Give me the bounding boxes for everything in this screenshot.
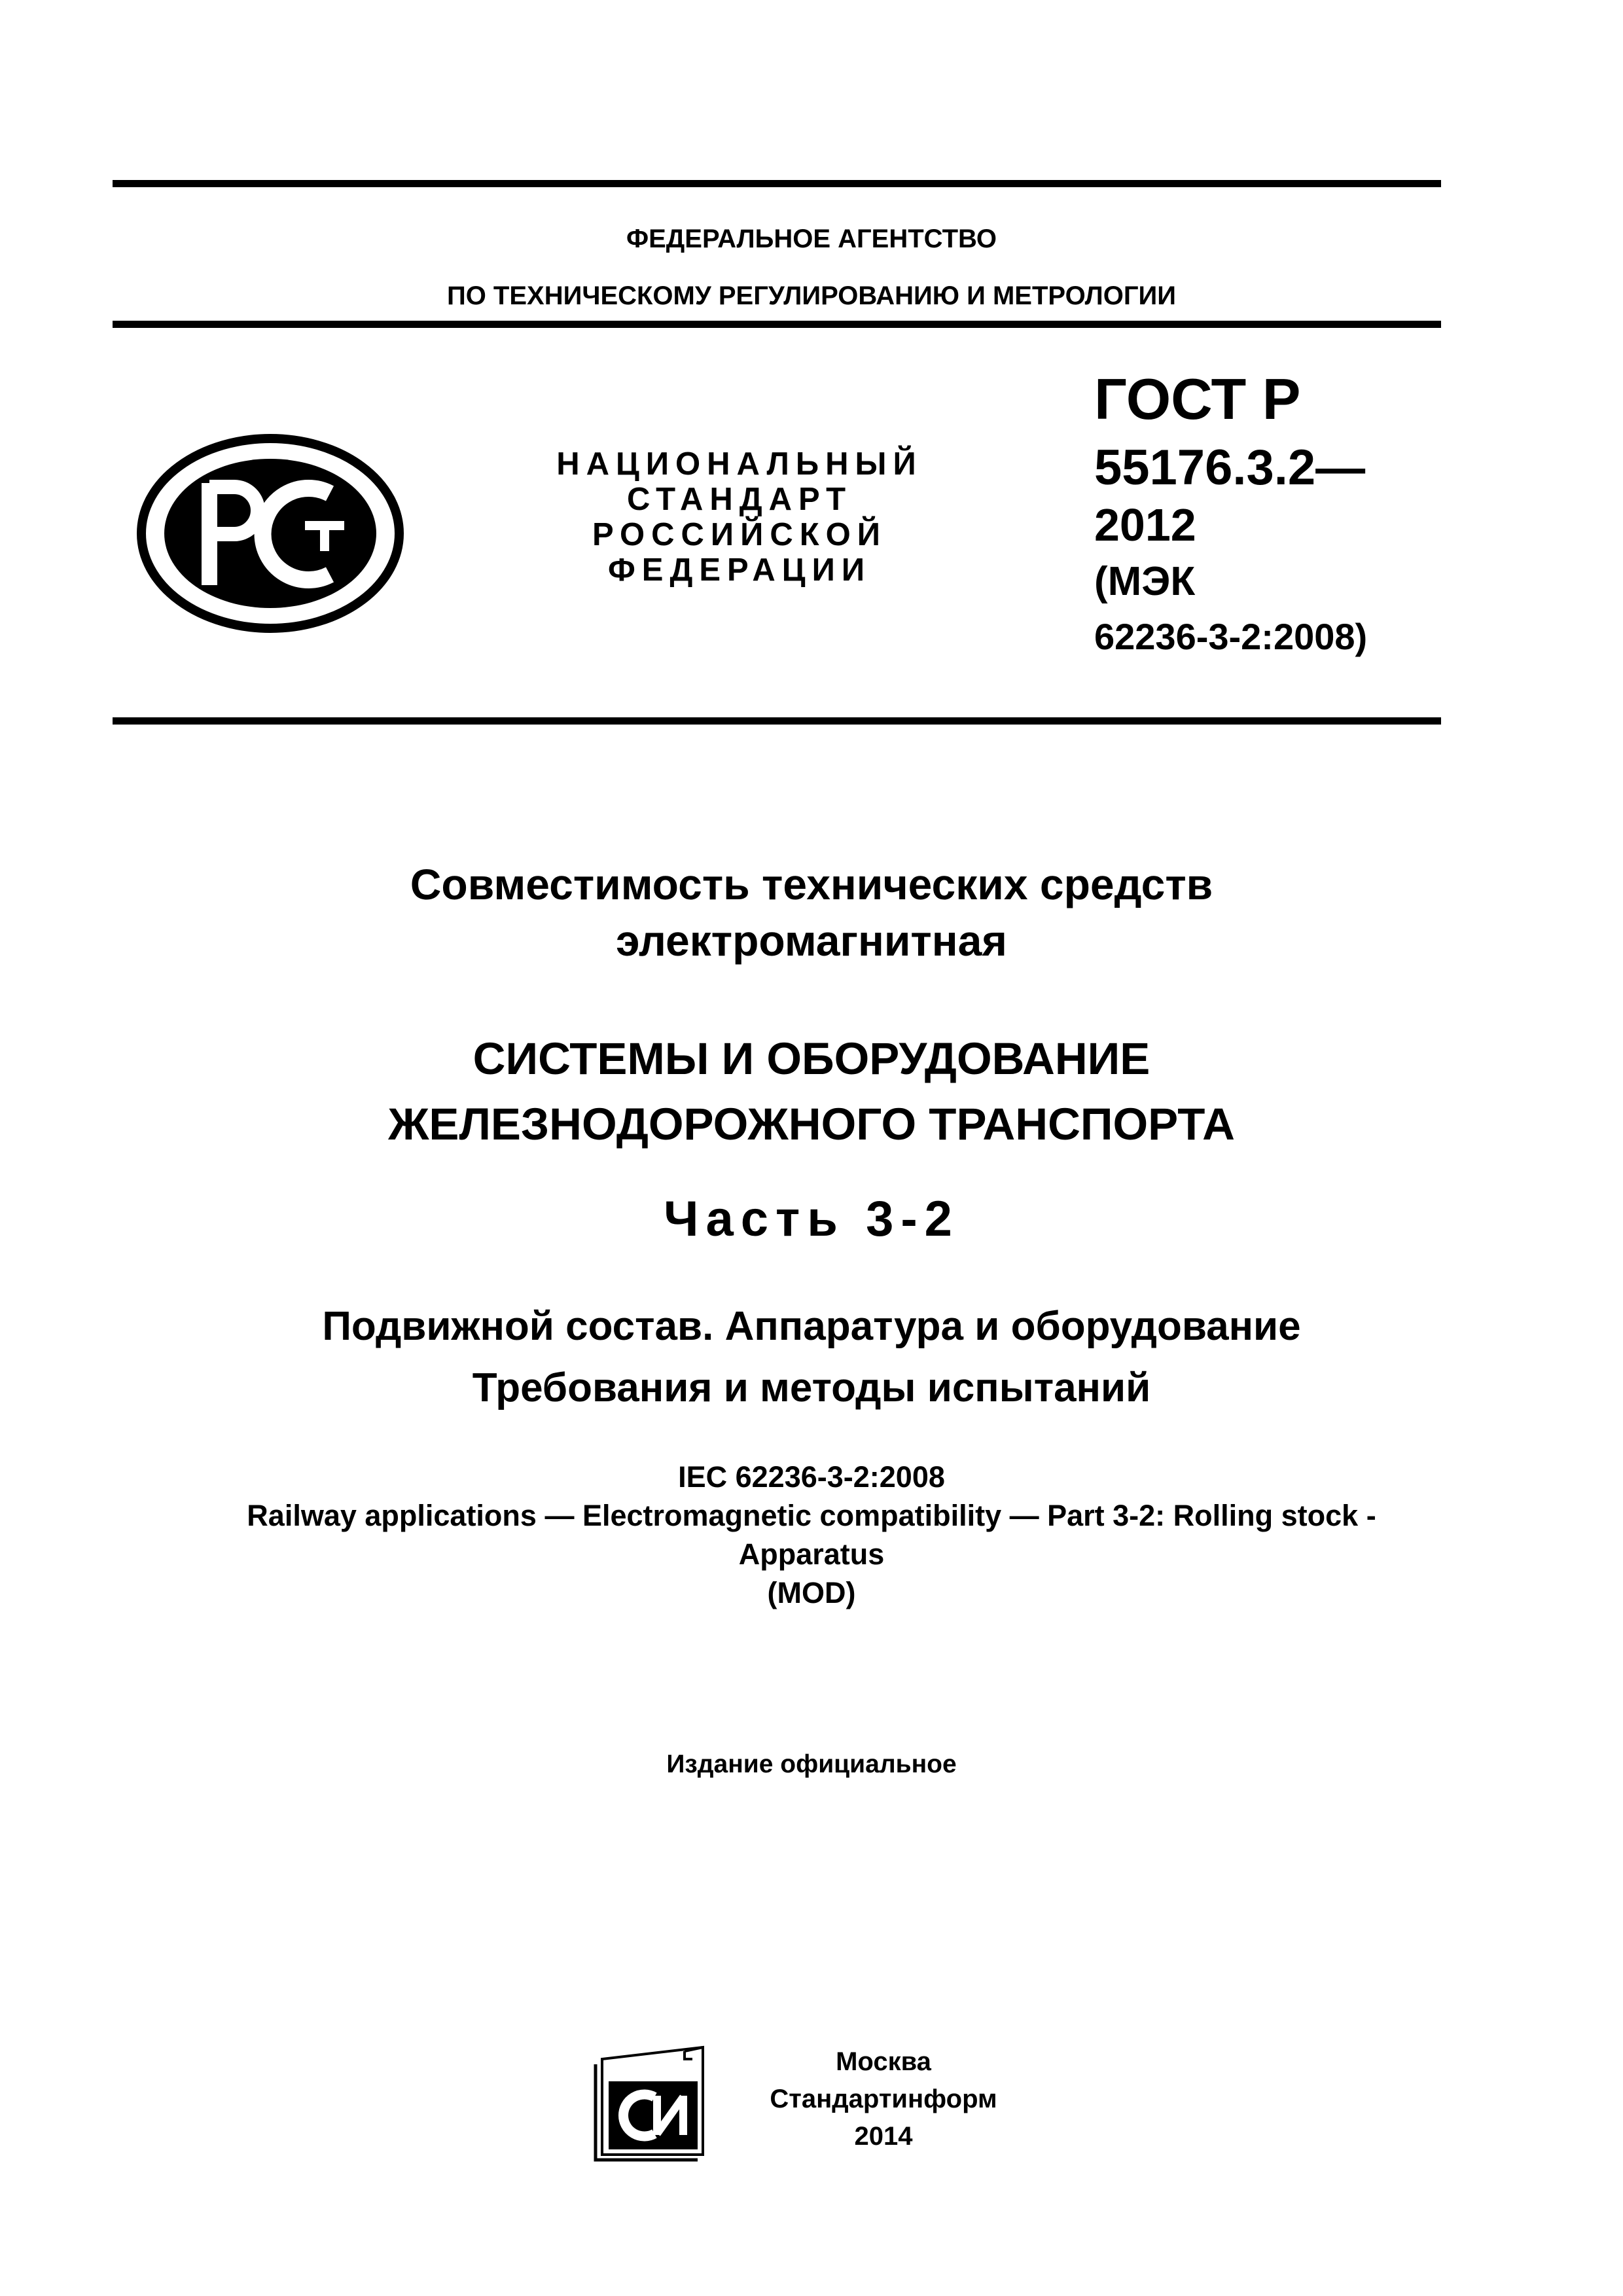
- publisher-city: Москва: [836, 2047, 931, 2076]
- standartinform-logo-icon: [586, 2042, 715, 2168]
- agency-line-2: ПО ТЕХНИЧЕСКОМУ РЕГУЛИРОВАНИЮ И МЕТРОЛОГИИ: [446, 281, 1177, 310]
- designation-line-2: 55176.3.2—: [1094, 440, 1366, 495]
- standard-designation: [1094, 367, 1500, 665]
- publisher-year: 2014: [854, 2122, 913, 2151]
- document-subtitle: СИСТЕМЫ И ОБОРУДОВАНИЕ ЖЕЛЕЗНОДОРОЖНОГО ТРАНСПОРТА: [388, 1033, 1235, 1149]
- designation-line-4: (МЭК: [1094, 559, 1196, 604]
- agency-line-1: ФЕДЕРАЛЬНОЕ АГЕНТСТВО: [626, 224, 997, 253]
- header-bottom-rule: [113, 717, 1441, 725]
- document-title: Совместимость технических средств электромагнитная: [410, 860, 1213, 965]
- agency-header: [0, 211, 1623, 325]
- iec-reference: IEC 62236-3-2:2008 Railway applications — Electromagnetic compatibility — Part 3-2: Rolling stock - Apparatus (MOD): [247, 1460, 1376, 1609]
- part-title: Подвижной состав. Аппаратура и оборудование Требования и методы испытаний: [322, 1304, 1301, 1410]
- designation-line-5: 62236-3-2:2008): [1094, 616, 1368, 657]
- top-rule: [113, 180, 1441, 187]
- part-number: Часть 3-2: [664, 1191, 959, 1247]
- publisher-info: [720, 2043, 1047, 2155]
- national-standard-label: НАЦИОНАЛЬНЫЙ СТАНДАРТ РОССИЙСКОЙ ФЕДЕРАЦИИ: [556, 446, 923, 588]
- rst-certification-logo-icon: [136, 433, 404, 634]
- publisher-name: Стандартинформ: [770, 2085, 997, 2113]
- agency-rule: [113, 321, 1441, 328]
- designation-line-3: 2012: [1094, 499, 1196, 550]
- edition-label: Издание официальное: [666, 1750, 957, 1778]
- designation-line-1: ГОСТ Р: [1094, 367, 1301, 431]
